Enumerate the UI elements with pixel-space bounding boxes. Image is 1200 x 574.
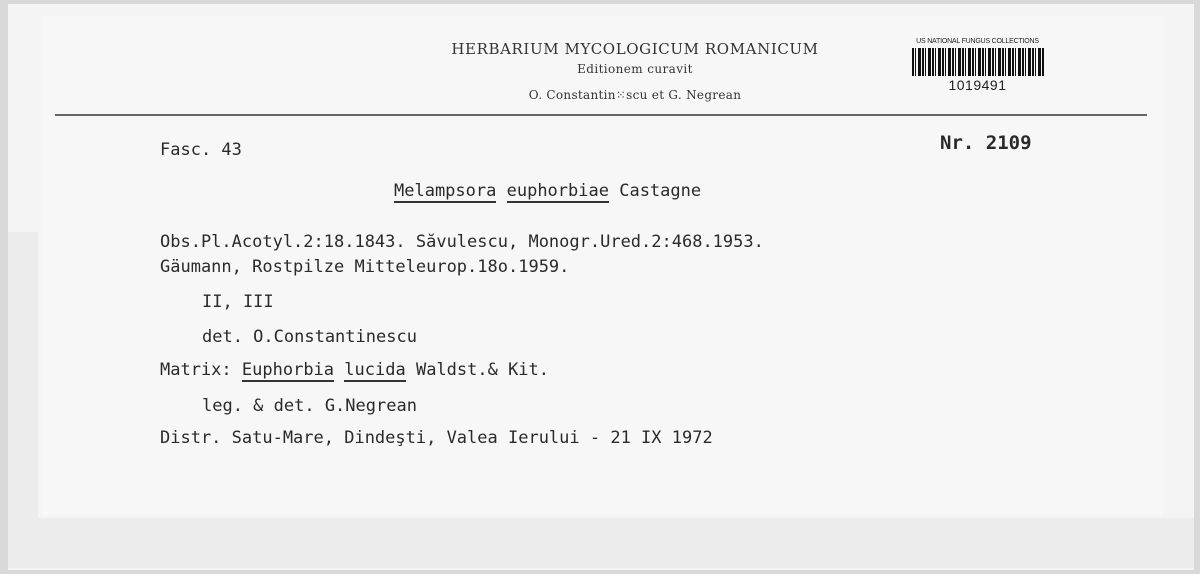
determiner: det. O.Constantinescu [202,327,417,347]
barcode-bars [912,48,1044,76]
host-author: Waldst.& Kit. [415,360,550,380]
host-genus: Euphorbia [241,360,335,380]
taxon-genus: Melampsora [394,181,497,201]
citation-line-1: Obs.Pl.Acotyl.2:18.1843. Săvulescu, Monogr.Ured.2:468.1953. [160,232,764,252]
header-divider [55,114,1147,116]
barcode-label [905,38,1050,93]
spore-stages: II, III [202,292,274,312]
collector: leg. & det. G.Negrean [202,396,417,416]
sheet-edge-bottom [8,518,1194,568]
taxon-species: euphorbiae [506,181,609,201]
label-header [395,40,875,102]
citation-line-2: Gäumann, Rostpilze Mitteleurop.18o.1959. [160,257,570,277]
barcode-number: 1019491 [948,77,1007,93]
matrix-line [160,360,549,380]
herbarium-editors: O. Constantin⁙scu et G. Negrean [528,88,742,102]
locality: Distr. Satu-Mare, Dindeşti, Valea Ierului - 21 IX 1972 [160,428,713,448]
host-species: lucida [344,360,406,380]
taxon-name [394,181,701,201]
barcode-collection: US NATIONAL FUNGUS COLLECTIONS [916,38,1039,45]
herbarium-title: HERBARIUM MYCOLOGICUM ROMANICUM [451,40,819,58]
exsiccata-number: Nr. 2109 [940,132,1032,154]
fascicle: Fasc. 43 [160,140,242,160]
taxon-author: Castagne [619,181,702,201]
herbarium-subtitle: Editionem curavit [577,62,693,76]
sheet-edge-left [8,232,38,566]
matrix-label: Matrix: [160,360,232,380]
